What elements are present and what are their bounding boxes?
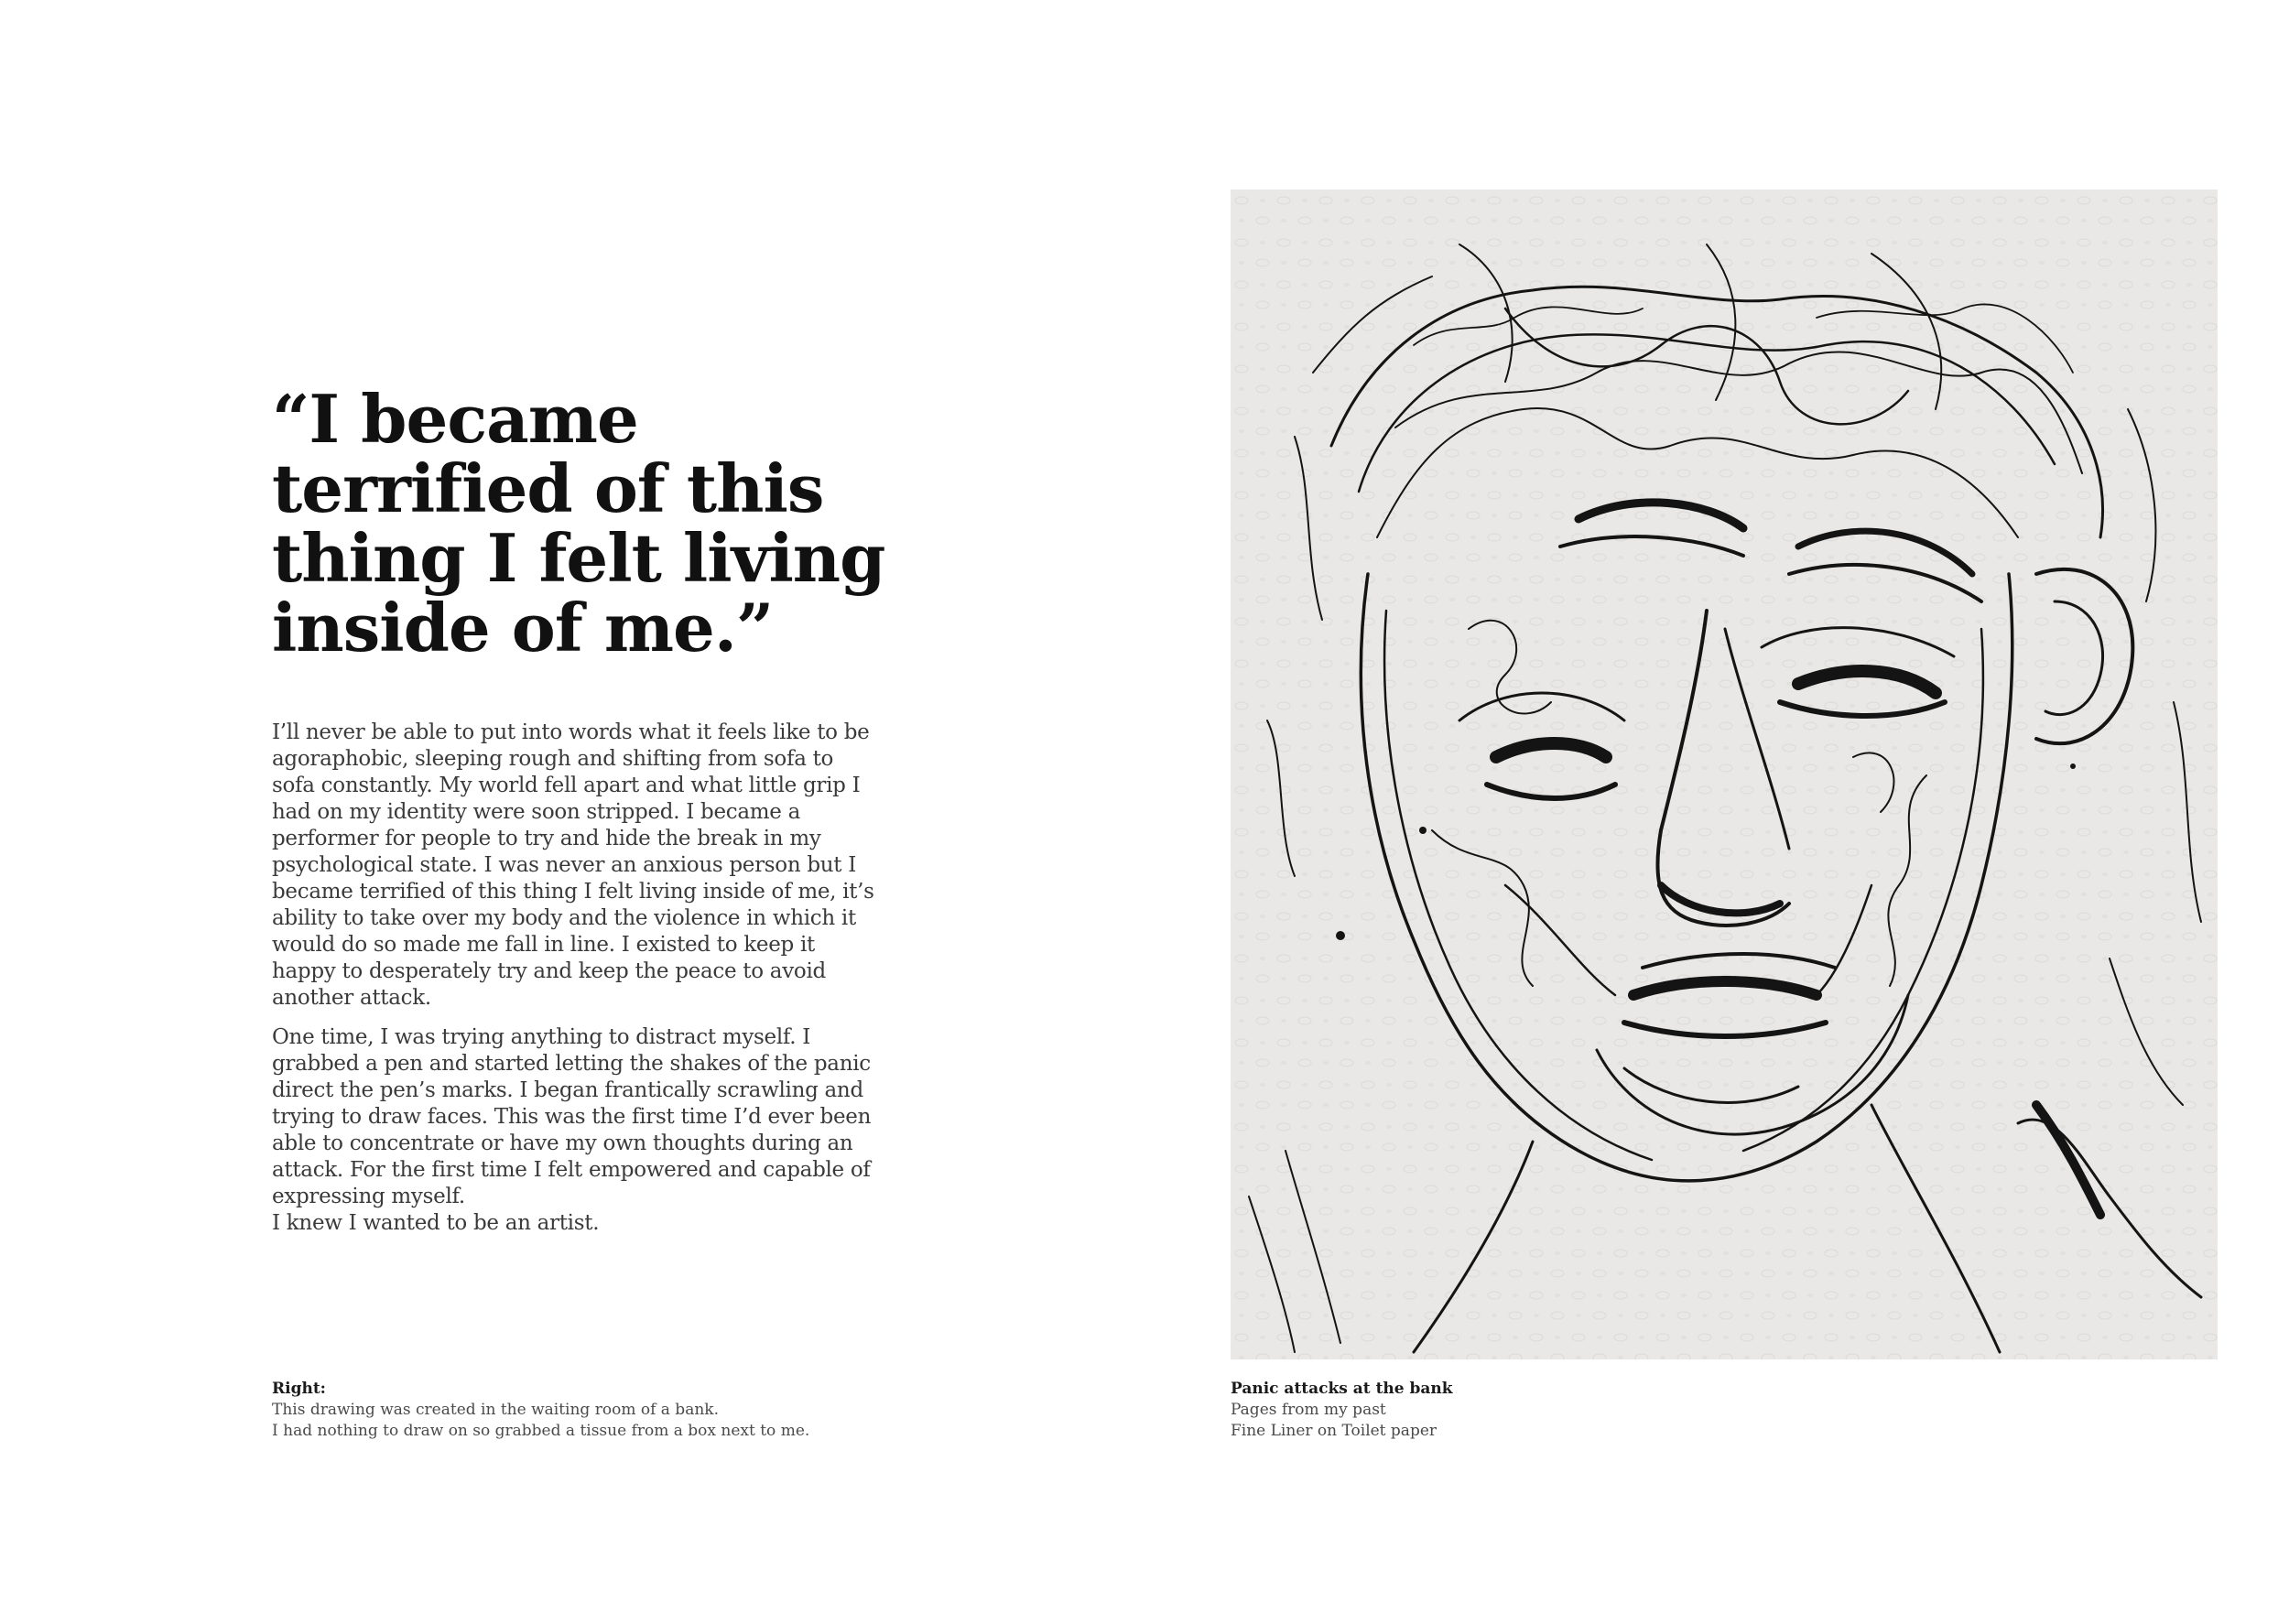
body-copy: [272, 720, 876, 1250]
right-page: [1144, 0, 2289, 1624]
ink-portrait-artwork: [1231, 189, 2218, 1359]
body-paragraph: I’ll never be able to put into words what it feels like to be agoraphobic, sleeping rough and shifting from sofa to sofa constantly. My world fell apart and what little grip I had on my identity were soon stripped. I became a performer for people to try and hide the break in my psychological state. I was never an anxious person but I became terrified of this thing I felt living inside of me, it’s ability to take over my body and the violence in which it would do so made me fall in line. I existed to keep it happy to desperately try and keep the peace to avoid another attack.: [272, 720, 874, 1010]
left-page: [0, 0, 1144, 1624]
artwork-caption-line: Pages from my past: [1231, 1401, 1386, 1419]
caption-line: I had nothing to draw on so grabbed a tissue from a box next to me.: [272, 1422, 810, 1440]
caption-heading: Right:: [272, 1380, 326, 1398]
pull-quote: “I became terrified of this thing I felt living inside of me.”: [272, 380, 885, 666]
ink-portrait-drawing: [1231, 189, 2218, 1359]
artwork-caption-line: Fine Liner on Toilet paper: [1231, 1422, 1437, 1440]
artwork-caption: [1231, 1379, 1890, 1442]
artwork-title: Panic attacks at the bank: [1231, 1380, 1453, 1398]
body-paragraph: One time, I was trying anything to distract myself. I grabbed a pen and started letting the shakes of the panic direct the pen’s marks. I began frantically scrawling and trying to draw faces. This was the first time I’d ever been able to concentrate or have my own thoughts during an attack. For the first time I felt empowered and capable of expressing myself. I knew I wanted to be an artist.: [272, 1025, 872, 1235]
left-caption: [272, 1379, 931, 1442]
caption-line: This drawing was created in the waiting room of a bank.: [272, 1401, 719, 1419]
